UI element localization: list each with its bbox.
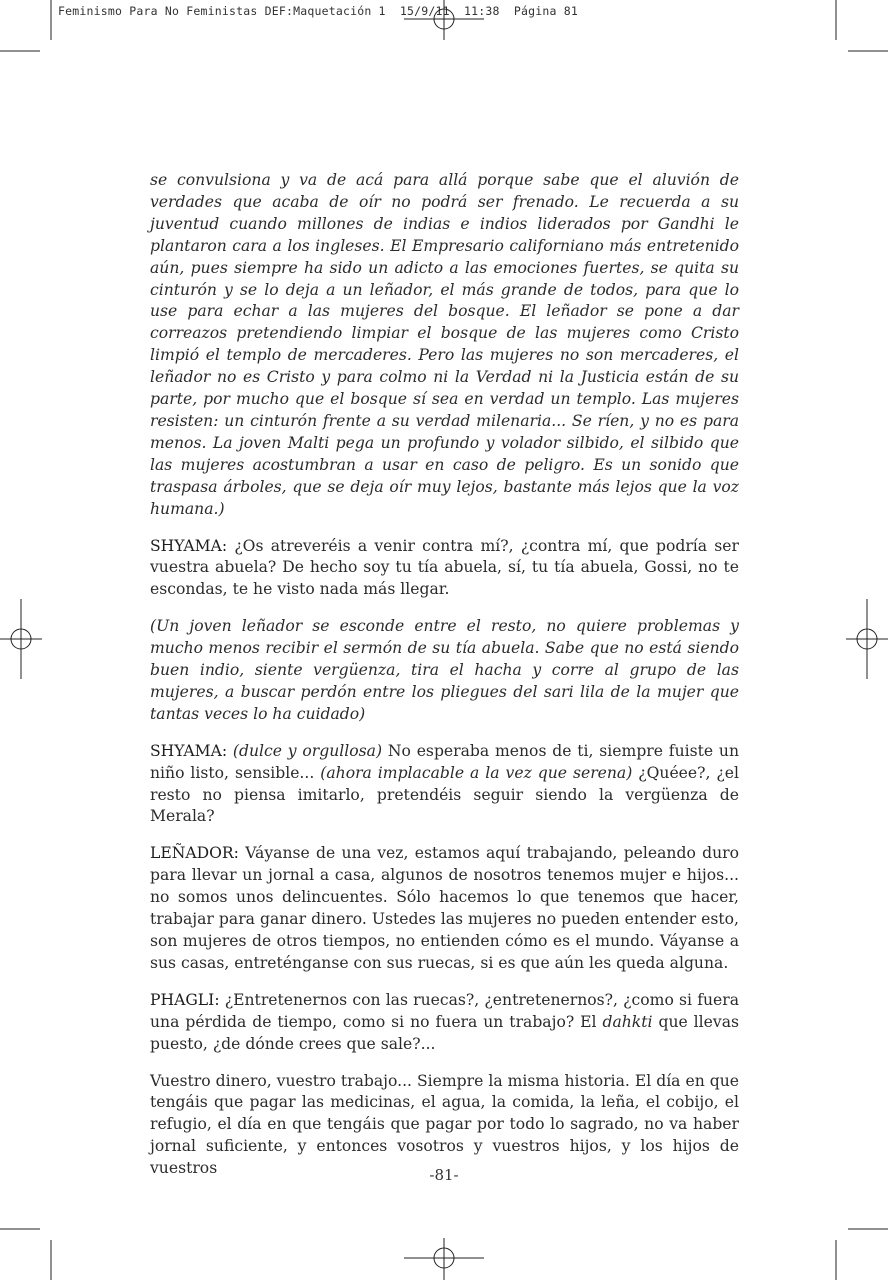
dialogue-text: ¿Quéee?, ¿el resto no piensa imitarlo, pretendéis seguir siendo la vergüenza de Merala? — [150, 763, 739, 826]
dialogue-shyama-1 — [150, 536, 739, 602]
dialogue-lenador — [150, 843, 739, 974]
dialogue-text: ¿Entretenernos con las ruecas?, ¿entretenernos?, ¿como si fuera una pérdida de tiempo, como si no fuera un trabajo? El — [150, 990, 739, 1031]
dialogue-text: que llevas puesto, ¿de dónde crees que sale?... — [150, 1012, 739, 1053]
inline-stage-direction: (dulce y orgullosa) — [227, 741, 383, 760]
dialogue-text: No esperaba menos de ti, siempre fuiste un niño listo, sensible... — [150, 741, 739, 782]
dialogue-text: ¿Os atreveréis a venir contra mí?, ¿contra mí, que podría ser vuestra abuela? De hecho soy tu tía abuela, sí, tu tía abuela, Gossi, no te escondas, te he visto nada más llegar. — [150, 536, 739, 599]
registration-mark-bottom — [404, 1238, 484, 1280]
page-body — [150, 170, 739, 1195]
dialogue-continuation: Vuestro dinero, vuestro trabajo... Siempre la misma historia. El día en que tengáis que pagar las medicinas, el agua, la comida, la leña, el cobijo, el refugio, el día en que tengáis que pagar por todo lo sagrado, no va haber jornal suficiente, y entonces vosotros y vuestros hijos, y los hijos de vuestros — [150, 1071, 739, 1178]
inline-stage-direction: (ahora implacable a la vez que serena) — [314, 763, 633, 782]
registration-mark-top — [404, 0, 484, 40]
print-slug: Feminismo Para No Feministas DEF:Maquetación 1 15/9/11 11:38 Página 81 — [58, 4, 579, 18]
registration-mark-right — [846, 599, 888, 679]
speaker-name: SHYAMA: — [150, 536, 228, 555]
speaker-name: PHAGLI: — [150, 990, 220, 1009]
registration-mark-left — [0, 599, 42, 679]
dialogue-text: Váyanse de una vez, estamos aquí trabajando, peleando duro para llevar un jornal a casa, algunos de nosotros tenemos mujer e hijos... no somos unos delincuentes. Sólo hacemos lo que tenemos que hacer, trabajar para ganar dinero. Ustedes las mujeres no pueden entender esto, son mujeres de otros tiempos, no entienden cómo es el mundo. Váyanse a sus casas, entreténganse con sus ruecas, si es que aún les queda alguna. — [150, 844, 739, 972]
speaker-name: SHYAMA: — [150, 741, 228, 760]
speaker-name: LEÑADOR: — [150, 844, 239, 863]
stage-direction-paragraph: (Un joven leñador se esconde entre el resto, no quiere problemas y mucho menos recibir el sermón de su tía abuela. Sabe que no está siendo buen indio, siente vergüenza, tira el hacha y corre al grupo de las mujeres, a buscar perdón entre los pliegues del sari lila de la mujer que tantas veces lo ha cuidado) — [150, 617, 739, 723]
page-number: -81- — [429, 1166, 459, 1184]
italic-term: dahkti — [602, 1012, 653, 1031]
stage-direction-paragraph: se convulsiona y va de acá para allá porque sabe que el aluvión de verdades que acaba de oír no podrá ser frenado. Le recuerda a su juventud cuando millones de indias e indios liderados por Gandhi le plantaron cara a los ingleses. El Empresario californiano más entretenido aún, pues siempre ha sido un adicto a las emociones fuertes, se quita su cinturón y se lo deja a un leñador, el más grande de todos, para que lo use para echar a las mujeres del bosque. El leñador se pone a dar correazos pretendiendo limpiar el bosque de las mujeres como Cristo limpió el templo de mercaderes. Pero las mujeres no son mercaderes, el leñador no es Cristo y para colmo ni la Verdad ni la Justicia están de su parte, por mucho que el bosque sí sea en verdad un templo. Las mujeres resisten: un cinturón frente a su verdad milenaria... Se ríen, y no es para menos. La joven Malti pega un profundo y volador silbido, el silbido que las mujeres acostumbran a usar en caso de peligro. Es un sonido que traspasa árboles, que se deja oír muy lejos, bastante más lejos que la voz humana.) — [150, 171, 739, 518]
dialogue-shyama-2 — [150, 741, 739, 829]
dialogue-phagli — [150, 990, 739, 1056]
